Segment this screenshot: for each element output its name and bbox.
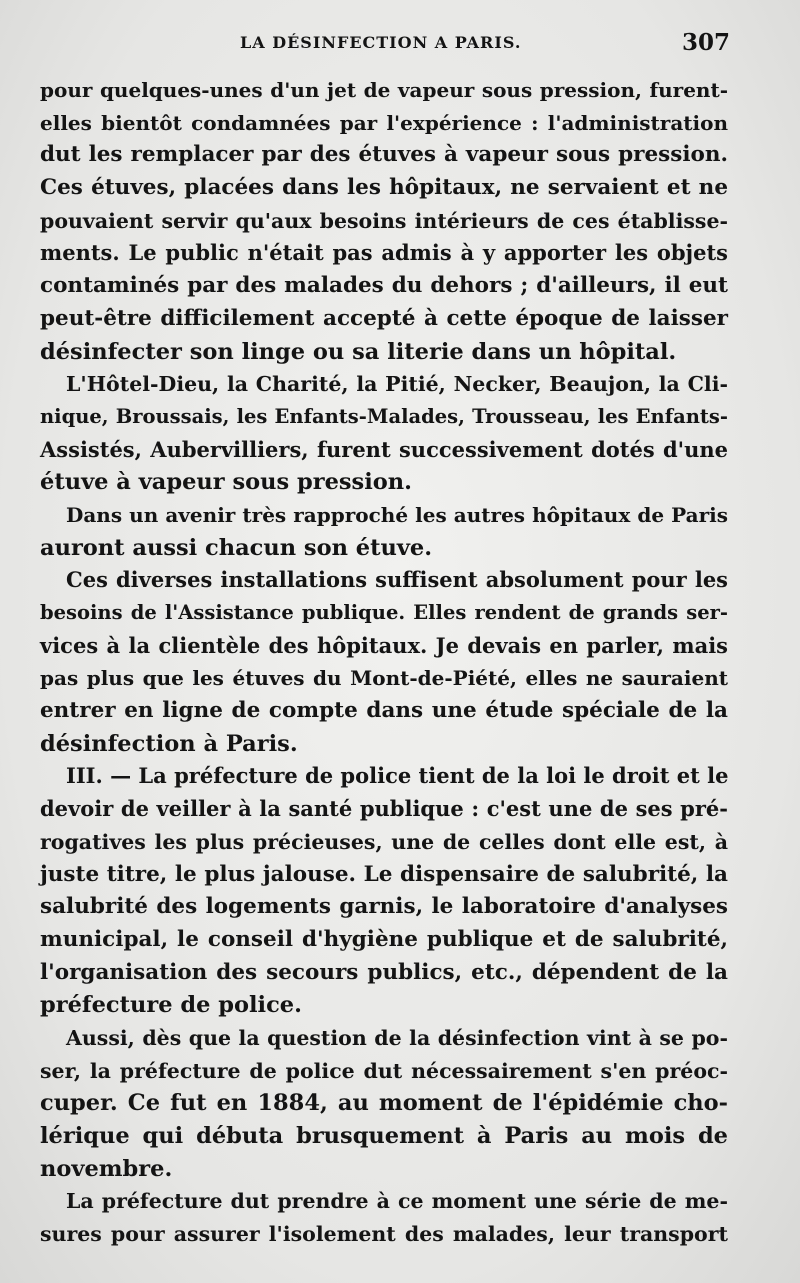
text-line: L'Hôtel-Dieu, la Charité, la Pitié, Necker, Beaujon, la Cli- [66, 372, 728, 397]
text-line: nique, Broussais, les Enfants-Malades, Trousseau, les Enfants- [40, 404, 728, 428]
running-title: LA DÉSINFECTION A PARIS. [240, 33, 522, 52]
text-line: désinfecter son linge ou sa literie dans un hôpital. [40, 338, 677, 365]
text-line: ser, la préfecture de police dut nécessairement s'en préoc- [40, 1058, 728, 1083]
text-line: municipal, le conseil d'hygiène publique et de salubrité, [40, 926, 728, 952]
text-line: Aussi, dès que la question de la désinfection vint à se po- [66, 1025, 728, 1050]
text-line: dut les remplacer par des étuves à vapeur sous pression. [40, 142, 728, 168]
text-line: salubrité des logements garnis, le laboratoire d'analyses [40, 894, 728, 920]
text-line: Dans un avenir très rapproché les autres hôpitaux de Paris [66, 502, 728, 527]
text-line: rogatives les plus précieuses, une de celles dont elle est, à [40, 829, 728, 854]
text-line: Ces diverses installations suffisent absolument pour les [66, 567, 728, 593]
text-line: besoins de l'Assistance publique. Elles rendent de grands ser- [40, 601, 728, 624]
text-line: contaminés par des malades du dehors ; d'ailleurs, il eut [40, 273, 728, 299]
text-line: peut-être difficilement accepté à cette époque de laisser [40, 305, 728, 331]
text-line: III. — La préfecture de police tient de la loi le droit et le [66, 763, 729, 789]
text-line: elles bientôt condamnées par l'expérience : l'administration [40, 110, 728, 135]
text-line: La préfecture dut prendre à ce moment une série de me- [66, 1189, 728, 1214]
text-line: désinfection à Paris. [40, 730, 298, 757]
running-head [0, 29, 800, 63]
text-line: pouvaient servir qu'aux besoins intérieurs de ces établisse- [40, 208, 728, 233]
text-line: sures pour assurer l'isolement des malades, leur transport [40, 1222, 728, 1247]
text-line: novembre. [40, 1155, 173, 1182]
text-line: pour quelques-unes d'un jet de vapeur sous pression, furent- [40, 78, 728, 102]
text-line: l'organisation des secours publics, etc., dépendent de la [40, 959, 728, 985]
text-line: devoir de veiller à la santé publique : c'est une de ses pré- [40, 796, 728, 822]
text-line: lérique qui débuta brusquement à Paris au mois de [40, 1123, 728, 1149]
text-line: vices à la clientèle des hôpitaux. Je devais en parler, mais [40, 632, 728, 658]
text-line: Ces étuves, placées dans les hôpitaux, ne servaient et ne [40, 175, 728, 201]
text-line: juste titre, le plus jalouse. Le dispensaire de salubrité, la [40, 861, 728, 887]
text-line: entrer en ligne de compte dans une étude spéciale de la [40, 698, 728, 724]
body-text [40, 74, 728, 1251]
page-number: 307 [681, 29, 730, 56]
text-line: pas plus que les étuves du Mont-de-Piété, elles ne sauraient [40, 666, 728, 691]
text-line: étuve à vapeur sous pression. [40, 469, 412, 496]
text-line: préfecture de police. [40, 992, 302, 1019]
text-line: cuper. Ce fut en 1884, au moment de l'épidémie cho- [40, 1090, 728, 1117]
text-line: auront aussi chacun son étuve. [40, 534, 433, 561]
text-line: ments. Le public n'était pas admis à y apporter les objets [40, 240, 728, 266]
text-line: Assistés, Aubervilliers, furent successivement dotés d'une [40, 436, 728, 462]
